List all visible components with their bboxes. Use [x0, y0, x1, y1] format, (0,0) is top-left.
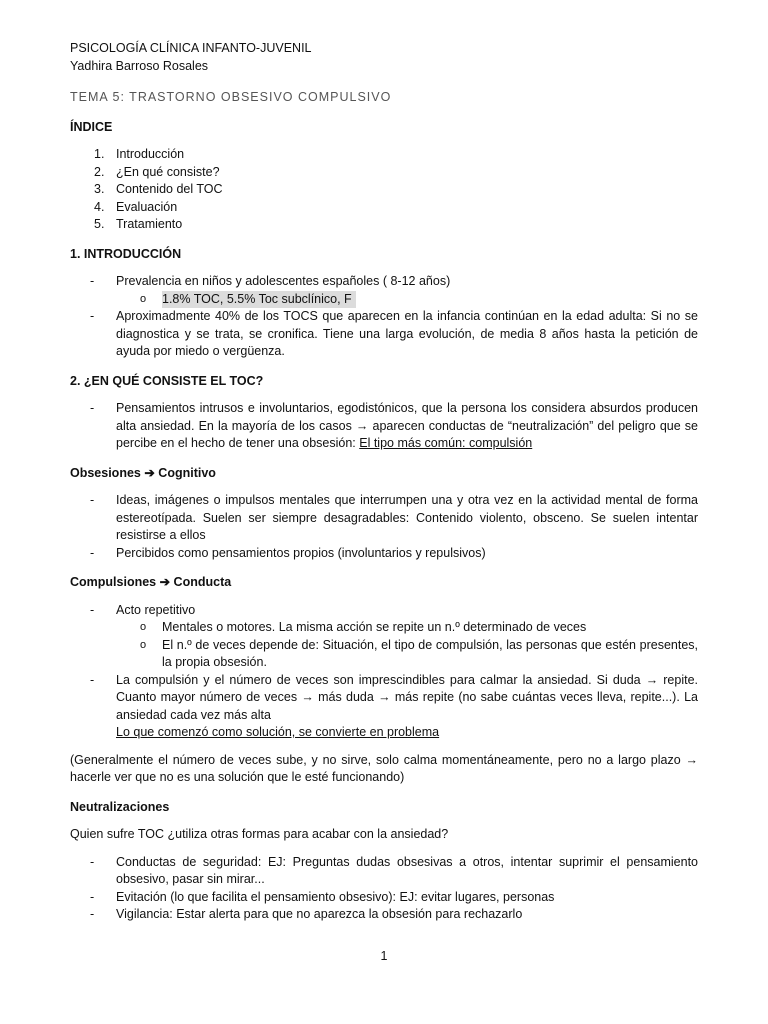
underlined-text: El tipo más común: compulsión — [359, 436, 533, 450]
index-item: 4. Evaluación — [94, 199, 178, 214]
arrow-right-icon: ➔ — [159, 575, 171, 589]
index-list — [70, 146, 698, 234]
list-item: - La compulsión y el número de veces son imprescindibles para calmar la ansiedad. Si duda → repite. Cuanto mayor número de veces → más duda → más repite (no sabe cuántas veces lleva, repite...). La ansiedad cada vez más alta Lo que comenzó como solución, se convierte en problema — [90, 672, 698, 739]
index-heading: ÍNDICE — [70, 119, 113, 134]
index-item: 5. Tratamiento — [94, 217, 183, 231]
topic-title: TEMA 5: TRASTORNO OBSESIVO COMPULSIVO — [70, 90, 392, 104]
sub-list — [116, 619, 698, 672]
index-item: 1. Introducción — [94, 147, 185, 161]
obsessions-list — [70, 492, 698, 562]
neutralizations-question: Quien sufre TOC ¿utiliza otras formas para acabar con la ansiedad? — [70, 827, 449, 841]
list-item: - Aproximadmente 40% de los TOCS que aparecen en la infancia continúan en la edad adulta: Si no se diagnostica y se trata, se cronifica. Tiene una larga evolución, de media 8 años hasta la petición de ayuda por miedo o vergüenza. — [90, 309, 698, 358]
sub-list-item: o Mentales o motores. La misma acción se repite un n.º determinado de veces — [140, 620, 587, 634]
neutralizations-list — [70, 854, 698, 924]
arrow-right-icon: ➔ — [144, 465, 155, 480]
list-item: - Conductas de seguridad: EJ: Preguntas dudas obsesivas a otros, intentar suprimir el pensamiento obsesivo, pasar sin mirar... — [90, 854, 698, 886]
list-item: - Pensamientos intrusos e involuntarios, egodistónicos, que la persona los considera absurdos producen alta ansiedad. En la mayoría de los casos → aparecen conductas de “neutralización” del peligro que se percibe en el hecho de tener una obsesión: El tipo más común: compulsión — [90, 401, 698, 450]
index-item: 2. ¿En qué consiste? — [94, 164, 220, 179]
compulsions-note: (Generalmente el número de veces sube, y no sirve, solo calma momentáneamente, pero no a largo plazo → hacerle ver que no es una solución que le esté funcionando) — [70, 752, 698, 784]
index-item: 3. Contenido del TOC — [94, 182, 223, 196]
list-item: - Prevalencia en niños y adolescentes españoles ( 8-12 años) o 1.8% TOC, 5.5% Toc subclínico, F — [70, 273, 698, 308]
list-item: - Percibidos como pensamientos propios (involuntarios y repulsivos) — [90, 545, 486, 560]
list-item: - Ideas, imágenes o impulsos mentales que interrumpen una y otra vez en la actividad mental de forma estereotípada. Suelen ser siempre desagradables: Contenido violento, obsceno. Se suelen intentar resistirse a ellos — [90, 493, 698, 542]
highlighted-text: 1.8% TOC, 5.5% Toc subclínico, F — [162, 291, 356, 309]
section-2-heading: 2. ¿EN QUÉ CONSISTE EL TOC? — [70, 373, 264, 388]
document-page — [70, 40, 698, 924]
compulsions-list — [70, 602, 698, 742]
list-item: - Evitación (lo que facilita el pensamiento obsesivo): EJ: evitar lugares, personas — [90, 889, 555, 904]
sub-list-item: o 1.8% TOC, 5.5% Toc subclínico, F — [116, 291, 698, 309]
compulsions-heading: Compulsiones ➔ Conducta — [70, 575, 232, 589]
obsessions-heading: Obsesiones ➔ Cognitivo — [70, 465, 216, 480]
list-item: - Vigilancia: Estar alerta para que no aparezca la obsesión para rechazarlo — [90, 907, 523, 921]
section-2-list — [70, 400, 698, 453]
sub-list — [116, 291, 698, 309]
section-1-heading: 1. INTRODUCCIÓN — [70, 246, 182, 261]
underlined-text: Lo que comenzó como solución, se convierte en problema — [116, 725, 440, 739]
course-title: PSICOLOGÍA CLÍNICA INFANTO-JUVENIL — [70, 41, 312, 55]
neutralizations-heading: Neutralizaciones — [70, 799, 170, 814]
author-name: Yadhira Barroso Rosales — [70, 58, 209, 73]
page-number: 1 — [380, 949, 388, 963]
section-1-list — [70, 273, 698, 361]
sub-list-item: o El n.º de veces depende de: Situación, el tipo de compulsión, las personas que estén presentes, la propia obsesión. — [140, 637, 698, 669]
list-item: - Acto repetitivo o Mentales o motores. La misma acción se repite un n.º determinado de veces o El n.º de veces depende de: Situación, el tipo de compulsión, las personas que estén presentes, la propia obsesión. — [70, 602, 698, 672]
